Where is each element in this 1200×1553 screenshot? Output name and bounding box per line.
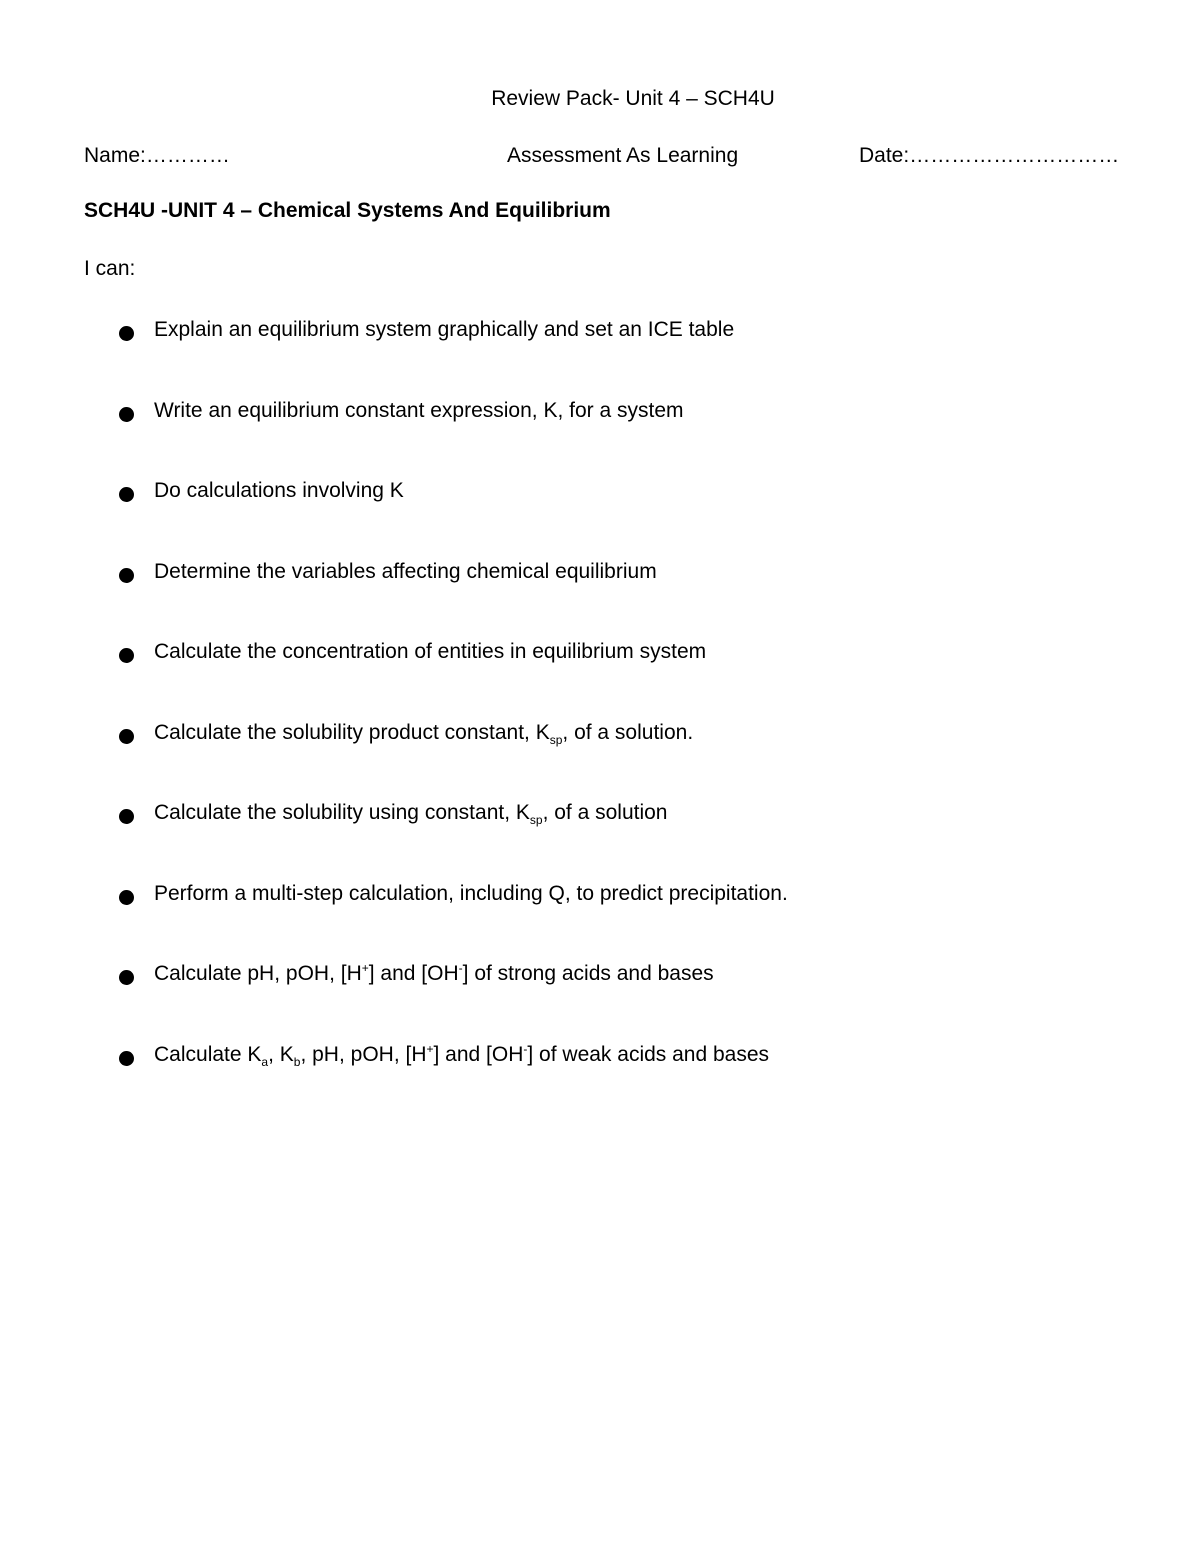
text-segment: ] of strong acids and bases — [462, 962, 714, 985]
superscript: - — [458, 961, 463, 975]
assessment-label: Assessment As Learning — [507, 144, 739, 167]
text-segment: Calculate K — [154, 1042, 262, 1066]
subscript: sp — [549, 732, 563, 747]
superscript: + — [361, 961, 369, 975]
objective-text — [154, 961, 714, 987]
text-segment: Calculate the solubility using constant, K — [154, 801, 530, 824]
bullet-icon — [119, 1051, 134, 1066]
bullet-icon — [119, 890, 134, 905]
objective-item — [0, 1042, 1100, 1123]
subscript: sp — [529, 813, 543, 828]
text-segment: ] and [OH — [433, 1042, 524, 1066]
text-segment: , pH, pOH, [H — [300, 1042, 427, 1066]
text-segment: , of a solution — [542, 801, 668, 824]
superscript: + — [426, 1041, 434, 1056]
objective-text — [154, 1042, 769, 1068]
text-segment: ] of weak acids and bases — [527, 1042, 770, 1066]
subscript: b — [293, 1054, 301, 1069]
subscript: a — [261, 1054, 269, 1069]
bullet-icon — [119, 487, 134, 502]
name-field: Name:………… — [84, 144, 230, 167]
objective-item — [0, 720, 1100, 801]
objective-item — [0, 800, 1100, 881]
objective-text: Do calculations involving K — [154, 479, 404, 502]
bullet-icon — [119, 970, 134, 985]
date-field: Date:………………………… — [859, 144, 1120, 167]
bullet-icon — [119, 809, 134, 824]
text-segment: Calculate the solubility product constant, K — [154, 720, 550, 744]
objective-text — [154, 720, 693, 746]
objective-text — [154, 800, 668, 826]
superscript: - — [523, 1041, 528, 1056]
objectives-list — [0, 317, 1100, 1122]
objective-text: Explain an equilibrium system graphically and set an ICE table — [154, 318, 735, 341]
intro-text: I can: — [84, 257, 136, 280]
document-title: Review Pack- Unit 4 – SCH4U — [491, 87, 775, 110]
objective-text: Determine the variables affecting chemical equilibrium — [154, 559, 657, 583]
bullet-icon — [119, 407, 134, 422]
bullet-icon — [119, 568, 134, 583]
objective-item — [0, 478, 1100, 559]
bullet-icon — [119, 648, 134, 663]
text-segment: ] and [OH — [368, 962, 459, 985]
objective-text: Perform a multi-step calculation, including Q, to predict precipitation. — [154, 881, 788, 905]
objective-item — [0, 639, 1100, 720]
text-segment: , K — [268, 1042, 294, 1066]
objective-item — [0, 317, 1100, 398]
objective-item — [0, 559, 1100, 640]
objective-text: Write an equilibrium constant expression, K, for a system — [154, 398, 684, 422]
objective-text: Calculate the concentration of entities in equilibrium system — [154, 640, 707, 663]
bullet-icon — [119, 326, 134, 341]
text-segment: Calculate pH, pOH, [H — [154, 962, 362, 985]
bullet-icon — [119, 729, 134, 744]
text-segment: , of a solution. — [562, 720, 694, 744]
unit-heading: SCH4U -UNIT 4 – Chemical Systems And Equilibrium — [84, 199, 611, 222]
objective-item — [0, 961, 1100, 1042]
objective-item — [0, 398, 1100, 479]
objective-item — [0, 881, 1100, 962]
